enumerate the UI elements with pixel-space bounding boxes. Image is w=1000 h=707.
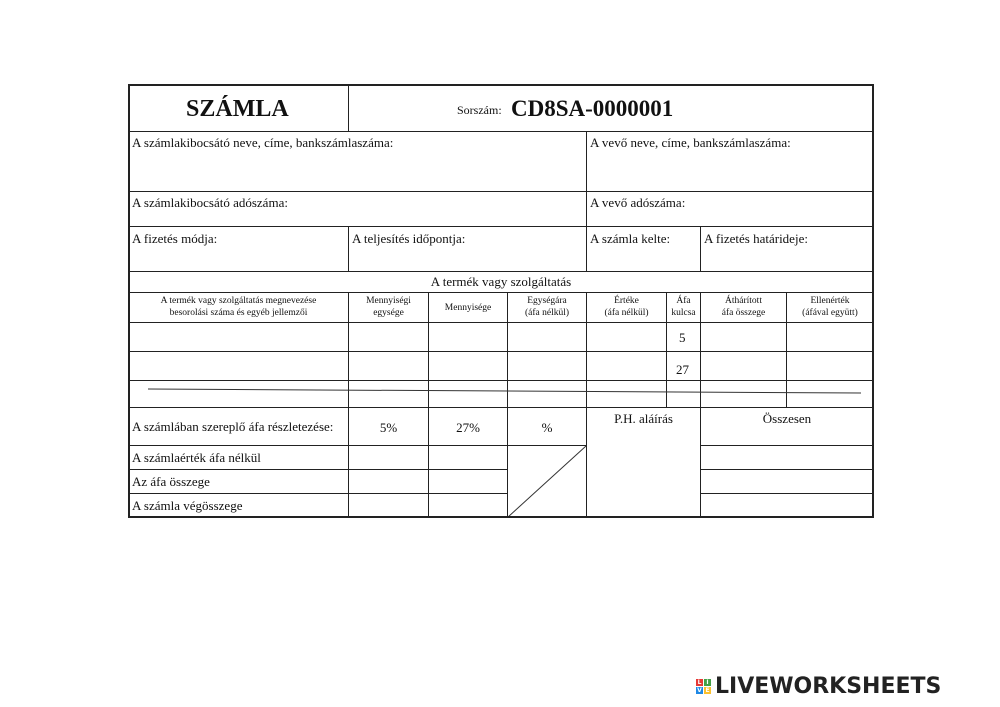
item-row2-passed-vat[interactable] <box>700 351 787 381</box>
item-row3-name[interactable] <box>128 380 349 408</box>
issue-date-label: A számla kelte: <box>590 231 671 246</box>
col-unit-price-header-text <box>507 295 587 319</box>
issuer-name-label: A számlakibocsátó neve, címe, bankszámlaszáma: <box>132 135 394 150</box>
item-row2-name[interactable] <box>128 351 349 381</box>
grand-total-5[interactable] <box>348 493 429 518</box>
col-name-header-text <box>128 295 349 319</box>
vat-amount-5[interactable] <box>348 469 429 494</box>
grand-total-label: A számla végösszege <box>132 498 243 513</box>
col-name-line2: besorolási száma és egyéb jellemzői <box>169 308 308 318</box>
col-unit-line1: Mennyiségi <box>366 296 411 306</box>
vat-amount-27[interactable] <box>428 469 508 494</box>
crossed-block <box>507 445 587 518</box>
col-unit-line2: egysége <box>373 308 404 318</box>
buyer-name-label: A vevő neve, címe, bankszámlaszáma: <box>590 135 791 150</box>
logo-mark-e: E <box>705 687 710 694</box>
item-row1-value[interactable] <box>586 322 667 352</box>
vat-breakdown-label: A számlában szereplő áfa részletezése: <box>132 419 334 434</box>
vat-5-label: 5% <box>379 420 398 435</box>
col-passed-vat-header-text <box>700 295 787 319</box>
item-row2-quantity[interactable] <box>428 351 508 381</box>
item-row3-unit-price[interactable] <box>507 380 587 408</box>
logo-text: LIVEWORKSHEETS <box>715 674 942 699</box>
logo-mark-v: V <box>697 687 702 694</box>
grand-total-total[interactable] <box>700 493 874 518</box>
grand-total-27[interactable] <box>428 493 508 518</box>
issuer-tax-label: A számlakibocsátó adószáma: <box>132 195 288 210</box>
net-value-label: A számlaérték áfa nélkül <box>132 450 261 465</box>
col-vat-header-text <box>666 295 701 319</box>
payment-method-label: A fizetés módja: <box>132 231 218 246</box>
item-row2-unit-price[interactable] <box>507 351 587 381</box>
liveworksheets-logo <box>696 674 941 699</box>
logo-mark-i: I <box>704 679 711 686</box>
item-row2-value[interactable] <box>586 351 667 381</box>
item-row1-unit-price[interactable] <box>507 322 587 352</box>
net-value-total[interactable] <box>700 445 874 470</box>
col-total-header-text <box>786 295 874 319</box>
item-row3-value[interactable] <box>586 380 667 408</box>
col-total-line2: (áfával együtt) <box>802 308 858 318</box>
col-passed-vat-line2: áfa összege <box>721 308 766 318</box>
net-value-5[interactable] <box>348 445 429 470</box>
logo-mark-l: L <box>697 679 702 686</box>
item-row3-passed-vat[interactable] <box>700 380 787 408</box>
col-total-line1: Ellenérték <box>810 296 850 306</box>
item-row2-total[interactable] <box>786 351 874 381</box>
serial-number: CD8SA-0000001 <box>511 96 674 121</box>
invoice-title: SZÁMLA <box>186 96 289 122</box>
section-title: A termék vagy szolgáltatás <box>430 274 572 289</box>
net-value-27[interactable] <box>428 445 508 470</box>
buyer-tax-label: A vevő adószáma: <box>590 195 686 210</box>
serial-label: Sorszám: <box>457 103 502 117</box>
item-row1-vat-rate: 5 <box>679 330 686 345</box>
vat-amount-total[interactable] <box>700 469 874 494</box>
total-label: Összesen <box>762 411 812 426</box>
col-unit-price-line1: Egységára <box>527 296 567 306</box>
item-row3-unit[interactable] <box>348 380 429 408</box>
col-value-line2: (áfa nélkül) <box>604 308 649 318</box>
fulfillment-date-label: A teljesítés időpontja: <box>352 231 466 246</box>
item-row1-unit[interactable] <box>348 322 429 352</box>
item-row1-passed-vat[interactable] <box>700 322 787 352</box>
col-passed-vat-line1: Áthárított <box>725 296 762 306</box>
due-date-label: A fizetés határideje: <box>704 231 808 246</box>
col-value-line1: Értéke <box>614 296 639 306</box>
item-row1-total[interactable] <box>786 322 874 352</box>
col-vat-line2: kulcsa <box>671 308 696 318</box>
signature-label: P.H. aláírás <box>614 411 673 426</box>
item-row3-total[interactable] <box>786 380 874 408</box>
logo-mark-icon <box>696 679 711 694</box>
col-unit-header-text <box>348 295 429 319</box>
item-row2-unit[interactable] <box>348 351 429 381</box>
col-quantity-header-text: Mennyisége <box>444 303 492 313</box>
item-row1-quantity[interactable] <box>428 322 508 352</box>
col-unit-price-line2: (áfa nélkül) <box>524 308 570 318</box>
item-row3-quantity[interactable] <box>428 380 508 408</box>
vat-other-label: % <box>541 420 553 435</box>
col-value-header-text <box>586 295 667 319</box>
vat-27-label: 27% <box>456 420 480 435</box>
col-name-line1: A termék vagy szolgáltatás megnevezése <box>160 296 317 306</box>
item-row3-vat[interactable] <box>666 380 701 408</box>
vat-amount-label: Az áfa összege <box>132 474 210 489</box>
item-row2-vat-rate: 27 <box>676 362 689 377</box>
item-row1-name[interactable] <box>128 322 349 352</box>
col-vat-line1: Áfa <box>676 296 691 306</box>
